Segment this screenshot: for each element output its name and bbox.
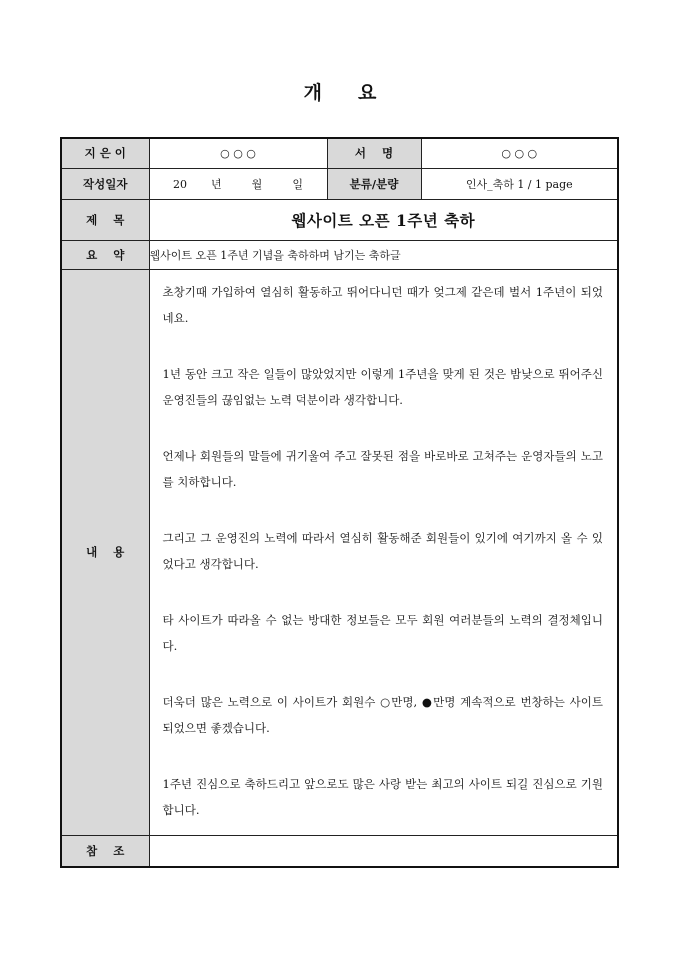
summary-row (61, 240, 618, 269)
date-day-unit: 일 (292, 177, 303, 191)
date-month-unit: 월 (251, 177, 263, 191)
summary-label: 요 약 (61, 240, 149, 269)
subject-row (61, 199, 618, 240)
reference-row (61, 835, 618, 867)
date-row (61, 168, 618, 199)
category-value[interactable]: 인사_축하 1 / 1 page (421, 168, 618, 199)
document-title (0, 78, 680, 105)
reference-label: 참 조 (61, 835, 149, 867)
subject-label: 제 목 (61, 199, 149, 240)
category-label: 분류/분량 (327, 168, 421, 199)
content-paragraph-2: 1년 동안 크고 작은 일들이 많았었지만 이렇게 1주년을 맞게 된 것은 밤낮으로 뛰어주신 운영진들의 끊임없는 노력 덕분이라 생각합니다. (162, 366, 603, 407)
content-label: 내 용 (61, 269, 149, 835)
content-paragraph-5: 타 사이트가 따라올 수 없는 방대한 정보들은 모두 회원 여러분들의 노력의 결정체입니다. (162, 612, 603, 653)
title-char-2: 요 (358, 82, 377, 104)
reference-value[interactable] (149, 835, 618, 867)
content-row (61, 269, 618, 835)
content-paragraph-1: 초창기때 가입하여 열심히 활동하고 뛰어다니던 때가 엊그제 같은데 벌서 1주년이 되었네요. (162, 284, 603, 325)
author-label: 지 은 이 (61, 138, 149, 168)
subject-value[interactable]: 웹사이트 오픈 1주년 축하 (149, 199, 618, 240)
content-body[interactable] (149, 269, 618, 835)
signature-label: 서 명 (327, 138, 421, 168)
overview-form-table (60, 137, 619, 868)
content-paragraph-7: 1주년 진심으로 축하드리고 앞으로도 많은 사랑 받는 최고의 사이트 되길 진심으로 기원합니다. (162, 776, 603, 817)
author-value[interactable]: ○ ○ ○ (149, 138, 327, 168)
content-text (150, 270, 618, 823)
signature-value[interactable]: ○ ○ ○ (421, 138, 618, 168)
date-year-unit: 년 (211, 177, 222, 191)
date-label: 작성일자 (61, 168, 149, 199)
title-char-1: 개 (303, 82, 322, 104)
content-paragraph-3: 언제나 회원들의 말들에 귀기울여 주고 잘못된 점을 바로바로 고쳐주는 운영자들의 노고를 치하합니다. (162, 448, 603, 489)
content-paragraph-6: 더욱더 많은 노력으로 이 사이트가 회원수 ○만명, ●만명 계속적으로 번창하는 사이트 되었으면 좋겠습니다. (162, 694, 603, 735)
content-paragraph-4: 그리고 그 운영진의 노력에 따라서 열심히 활동해준 회원들이 있기에 여기까지 올 수 있었다고 생각합니다. (162, 530, 603, 571)
date-year: 20 (173, 177, 188, 191)
author-row (61, 138, 618, 168)
date-value[interactable] (149, 168, 327, 199)
summary-value[interactable]: 웹사이트 오픈 1주년 기념을 축하하며 남기는 축하글 (149, 240, 618, 269)
